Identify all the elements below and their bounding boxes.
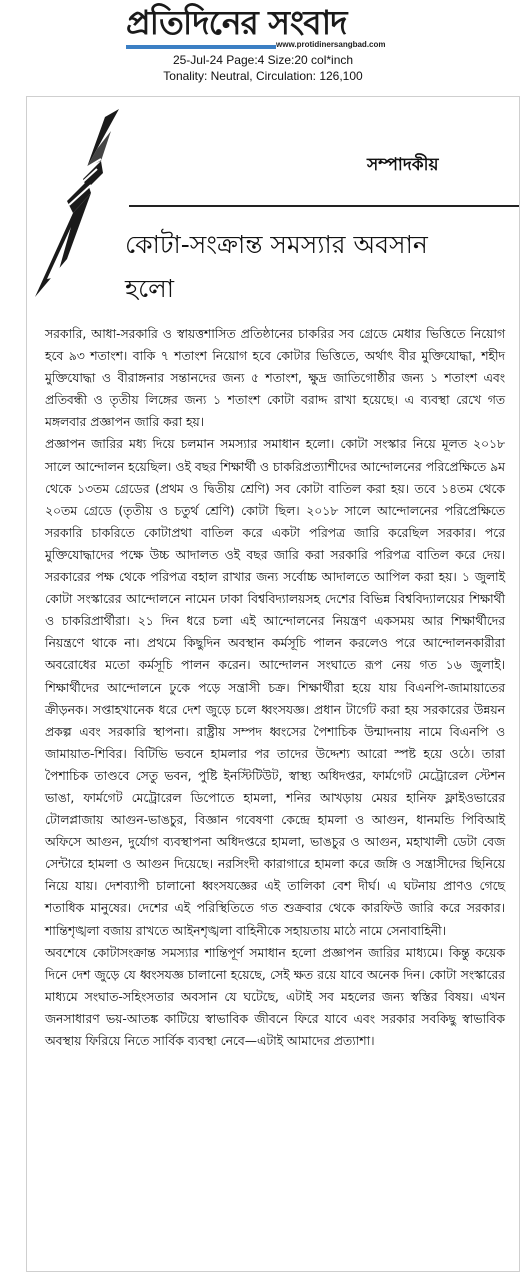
article-paragraph: প্রজ্ঞাপন জারির মধ্য দিয়ে চলমান সমস্যার সমাধান হলো। কোটা সংস্কার নিয়ে মূলত ২০১৮ সালে আন্দোলন হয়েছিল। ওই বছর শিক্ষার্থী ও চাকরিপ্রত্যাশীদের আন্দোলনের পরিপ্রেক্ষিতে ৯ম থেকে ১৩তম গ্রেডের (প্রথম ও দ্বিতীয় শ্রেণি) সব কোটা বাতিল করা হয়। তবে ১৪তম থেকে ২০তম গ্রেডে (তৃতীয় ও চতুর্থ শ্রেণি) কোটা ছিল। ২০১৮ সালে আন্দোলনের পরিপ্রেক্ষিতে সরকারি চাকরিতে কোটাপ্রথা বাতিল করে একটা পরিপত্র জারি করেছিল সরকার। পরে মুক্তিযোদ্ধাদের পক্ষে উচ্চ আদালত ওই বছর জারি করা সরকারি পরিপত্র বাতিল করে দেয়। সরকারের পক্ষ থেকে পরিপত্র বহাল রাখার জন্য সর্বোচ্চ আদালতে আপিল করা হয়। ১ জুলাই কোটা সংস্কারের আন্দোলনে নামেন ঢাকা বিশ্ববিদ্যালয়সহ দেশের বিভিন্ন বিশ্ববিদ্যালয়ের শিক্ষার্থী ও চাকরিপ্রার্থীরা। ২১ দিন ধরে চলা এই আন্দোলনের নিয়ন্ত্রণ একসময় আর শিক্ষার্থীদের নিয়ন্ত্রণে থাকে না। প্রথমে কিছুদিন অবস্থান কর্মসূচি পালন করলেও পরে আন্দোলনকারীরা অবরোধের মতো কর্মসূচি পালন করেন। আন্দোলন সংঘাতে রূপ নেয় গত ১৬ জুলাই। শিক্ষার্থীদের আন্দোলনে ঢুকে পড়ে সন্ত্রাসী চক্র। শিক্ষার্থীরা হয়ে যায় বিএনপি-জামায়াতের ক্রীড়নক। সপ্তাহখানেক ধরে দেশ জুড়ে চলে ধ্বংসযজ্ঞ। প্রধান টার্গেট করা হয় সরকারের উন্নয়ন প্রকল্প এবং সরকারি স্থাপনা। রাষ্ট্রীয় সম্পদ ধ্বংসের পৈশাচিক উন্মাদনায় নামে বিএনপি ও জামায়াত-শিবির। বিটিভি ভবনে হামলার পর তাদের উদ্দেশ্য আরো স্পষ্ট হয়ে ওঠে। তারা পৈশাচিক তাণ্ডবে সেতু ভবন, পুষ্টি ইনস্টিটিউট, স্বাস্থ্য অধিদপ্তর, ফার্মগেট মেট্রোরেল স্টেশন ভাঙা, ফার্মগেট মেট্রোরেল ডিপোতে হামলা, শনির আখড়ায় মেয়র হানিফ ফ্লাইওভারের টোলপ্লাজায় আগুন-ভাঙচুর, বিজ্ঞান গবেষণা কেন্দ্রে হামলা ও আগুন, ধানমন্ডি পিবিআই অফিসে আগুন, দুর্যোগ ব্যবস্থাপনা অধিদপ্তরে হামলা, ভাঙচুর ও আগুন, মহাখালী ডেটা বেজ সেন্টারে হামলা ও আগুন দিয়েছে। নরসিংদী কারাগারে হামলা করে জঙ্গি ও সন্ত্রাসীদের ছিনিয়ে নিয়ে যায়। দেশব্যাপী চালানো ধ্বংসযজ্ঞের এই তালিকা বেশ দীর্ঘ। এ ঘটনায় প্রাণও গেছে শতাধিক মানুষের। দেশের এই পরিস্থিতিতে গত শুক্রবার থেকে কারফিউ জারি করে সরকার। শান্তিশৃঙ্খলা বজায় রাখতে আইনশৃঙ্খলা বাহিনীকে সহায়তায় মাঠে নামে সেনাবাহিনী। (45, 437, 505, 938)
fountain-pen-icon (27, 109, 137, 309)
article-clipping (26, 96, 520, 1272)
article-paragraph: অবশেষে কোটাসংক্রান্ত সমস্যার শান্তিপূর্ণ সমাধান হলো প্রজ্ঞাপন জারির মাধ্যমে। কিন্তু কয়েক দিনে দেশ জুড়ে যে ধ্বংসযজ্ঞ চালানো হয়েছে, সেই ক্ষত রয়ে যাবে অনেক দিন। কোটা সংস্কারের মাধ্যমে সংঘাত-সহিংসতার অবসান যে ঘটেছে, এটাই সব মহলের জন্য স্বস্তির বিষয়। এখন জনসাধারণ ভয়-আতঙ্ক কাটিয়ে স্বাভাবিক জীবনে ফিরে যাবে এবং সরকার সবকিছু স্বাভাবিক অবস্থায় ফিরিয়ে নিতে সার্বিক ব্যবস্থা নেবে—এটাই আমাদের প্রত্যাশা। (45, 945, 505, 1048)
article-paragraph: সরকারি, আধা-সরকারি ও স্বায়ত্তশাসিত প্রতিষ্ঠানের চাকরির সব গ্রেডে মেধার ভিত্তিতে নিয়োগ হবে ৯৩ শতাংশ। বাকি ৭ শতাংশ নিয়োগ হবে কোটার ভিত্তিতে, অর্থাৎ বীর মুক্তিযোদ্ধা, শহীদ মুক্তিযোদ্ধা ও বীরাঙ্গনার সন্তানদের জন্য ৫ শতাংশ, ক্ষুদ্র জাতিগোষ্ঠীর জন্য ১ শতাংশ এবং প্রতিবন্ধী ও তৃতীয় লিঙ্গের জন্য ১ শতাংশ কোটা বরাদ্দ রাখা হয়েছে। এ ব্যবস্থা রেখে গত মঙ্গলবার প্রজ্ঞাপন জারি করা হয়। (45, 327, 505, 430)
section-divider (129, 205, 519, 207)
clip-meta-date-page: 25-Jul-24 Page:4 Size:20 col*inch (172, 53, 354, 67)
logo-underline (126, 45, 276, 49)
clip-meta-tonality: Tonality: Neutral, Circulation: 126,100 (163, 69, 363, 83)
newspaper-logo: প্রতিদিনের সংবাদ (126, 3, 347, 42)
section-label: সম্পাদকীয় (367, 155, 439, 175)
article-body (45, 323, 505, 1052)
article-headline: কোটা-সংক্রান্ত সমস্যার অবসান হলো (125, 230, 428, 303)
newspaper-url: www.protidinersangbad.com (276, 40, 386, 49)
